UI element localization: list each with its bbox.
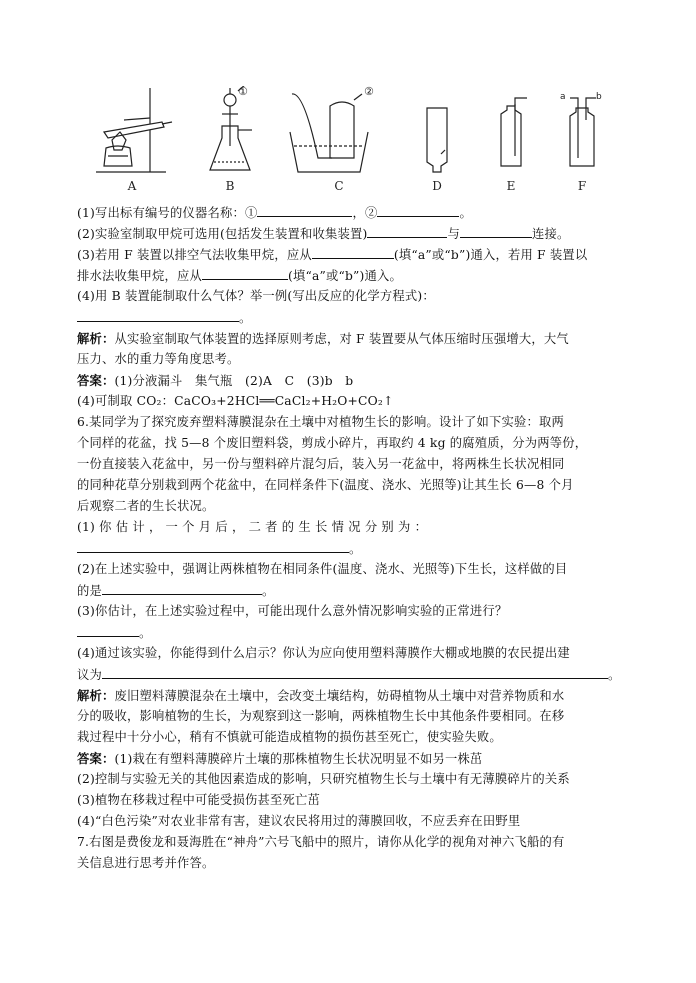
- label-c: C: [334, 179, 344, 193]
- q6-line-1: 6.某同学为了探究废弃塑料薄膜混杂在土壤中对植物生长的影响。设计了如下实验：取两: [77, 415, 565, 429]
- q6-part-1: (1) 你 估 计 ， 一 个 月 后 ， 二 者 的 生 长 情 况 分 别 为 ：: [77, 520, 428, 534]
- blank-collector: [460, 224, 532, 238]
- analysis-1-line-1: 解析：从实验室制取气体装置的选择原则考虑，对 F 装置要从气体压缩时压强增大，大气: [77, 331, 569, 346]
- apparatus-b: [210, 86, 252, 170]
- answer-1-line-2: (4)可制取 CO₂：CaCO₃+2HCl══CaCl₂+H₂O+CO₂↑: [77, 394, 394, 408]
- callout-2: ②: [364, 86, 374, 98]
- answer-2-line-4: (4)“白色污染”对农业非常有害，建议农民将用过的薄膜回收，不应丢弃在田野里: [77, 814, 521, 828]
- port-b-label: b: [596, 92, 602, 102]
- port-a-label: a: [560, 92, 566, 102]
- blank-instrument-1: [257, 203, 352, 217]
- q6-part-4-line-1: (4)通过该实验，你能得到什么启示？你认为应向使用塑料薄膜作大棚或地膜的农民提出建: [77, 646, 570, 660]
- blank-purpose: [102, 581, 262, 595]
- analysis-2-line-1: 解析：废旧塑料薄膜混杂在土壤中，会改变土壤结构，妨碍植物从土壤中对营养物质和水: [77, 688, 565, 703]
- q6-part-2-line-1: (2)在上述实验中，强调让两株植物在相同条件(温度、浇水、光照等)下生长，这样做的目: [77, 562, 568, 576]
- analysis-label: 解析：: [77, 331, 115, 346]
- q-line-6: 。: [77, 308, 637, 328]
- q7-line-1: 7.右图是费俊龙和聂海胜在“神舟”六号飞船中的照片，请你从化学的视角对神六飞船的有: [77, 835, 565, 849]
- label-d: D: [432, 179, 442, 193]
- blank-growth: [77, 539, 349, 553]
- apparatus-e: [501, 98, 527, 166]
- analysis-label-2: 解析：: [77, 688, 115, 703]
- blank-instrument-2: [377, 203, 459, 217]
- callout-1: ①: [238, 86, 248, 98]
- label-e: E: [506, 179, 516, 193]
- answer-2-line-3: (3)植物在移栽过程中可能受损伤甚至死亡茁: [77, 793, 320, 807]
- q6-part-1-blank: 。: [77, 539, 637, 559]
- analysis-1-line-2: 压力、水的重力等角度思考。: [77, 352, 240, 366]
- apparatus-c: [290, 94, 368, 172]
- q-line-4: 排水法收集甲烷，应从 (填“a”或“b”)通入。: [77, 266, 637, 286]
- q7-line-2: 关信息进行思考并作答。: [77, 856, 215, 870]
- apparatus-figure: [90, 86, 610, 194]
- blank-advice: [102, 665, 608, 679]
- q6-line-2: 个同样的花盆，找 5—8 个废旧塑料袋，剪成小碎片，再取约 4 kg 的腐殖质，分为两等份，: [77, 436, 588, 450]
- blank-equation: [77, 308, 239, 322]
- blank-generator: [367, 224, 447, 238]
- answer-label-2: 答案：: [77, 751, 115, 766]
- label-f: F: [577, 179, 587, 193]
- q6-part-3-blank: 。: [77, 623, 637, 643]
- blank-air-port: [312, 245, 394, 259]
- answer-label: 答案：: [77, 373, 115, 388]
- q-line-1: (1)写出标有编号的仪器名称：① ，② 。: [77, 203, 637, 223]
- analysis-2-line-3: 栽过程中十分小心，稍有不慎就可能造成植物的损伤甚至死亡，使实验失败。: [77, 730, 502, 744]
- q6-part-4-line-2: 议为 。: [77, 665, 637, 685]
- answer-1-line-1: 答案：(1)分液漏斗 集气瓶 (2)A C (3)b b: [77, 373, 354, 388]
- analysis-2-line-2: 分的吸收，影响植物的生长，为观察到这一影响，两株植物生长中其他条件要相同。在移: [77, 709, 565, 723]
- answer-2-line-1: 答案：(1)栽在有塑料薄膜碎片土壤的那株植物生长状况明显不如另一株茁: [77, 751, 483, 766]
- label-b: B: [225, 179, 235, 193]
- apparatus-d: [427, 108, 447, 172]
- blank-water-port: [202, 266, 288, 280]
- blank-accident: [77, 623, 139, 637]
- q6-part-2-line-2: 的是 。: [77, 581, 637, 601]
- apparatus-a: [96, 88, 172, 172]
- q-line-5: (4)用 B 装置能制取什么气体？举一例(写出反应的化学方程式)：: [77, 289, 435, 303]
- q6-line-3: 一份直接装入花盆中，另一份与塑料碎片混匀后，装入另一花盆中，将两株生长状况相同: [77, 457, 565, 471]
- q6-line-5: 后观察二者的生长状况。: [77, 499, 215, 513]
- label-a: A: [127, 179, 137, 193]
- q-line-2: (2)实验室制取甲烷可选用(包括发生装置和收集装置) 与 连接。: [77, 224, 637, 244]
- q6-line-4: 的同种花草分别栽到两个花盆中，在同样条件下(温度、浇水、光照等)让其生长 6—8 个月: [77, 478, 574, 492]
- q6-part-3: (3)你估计，在上述实验过程中，可能出现什么意外情况影响实验的正常进行？: [77, 604, 508, 618]
- answer-2-line-2: (2)控制与实验无关的其他因素造成的影响，只研究植物生长与土壤中有无薄膜碎片的关系: [77, 772, 570, 786]
- q-line-3: (3)若用 F 装置以排空气法收集甲烷，应从 (填“a”或“b”)通入，若用 F 装置以: [77, 245, 637, 265]
- apparatus-f: [570, 98, 596, 166]
